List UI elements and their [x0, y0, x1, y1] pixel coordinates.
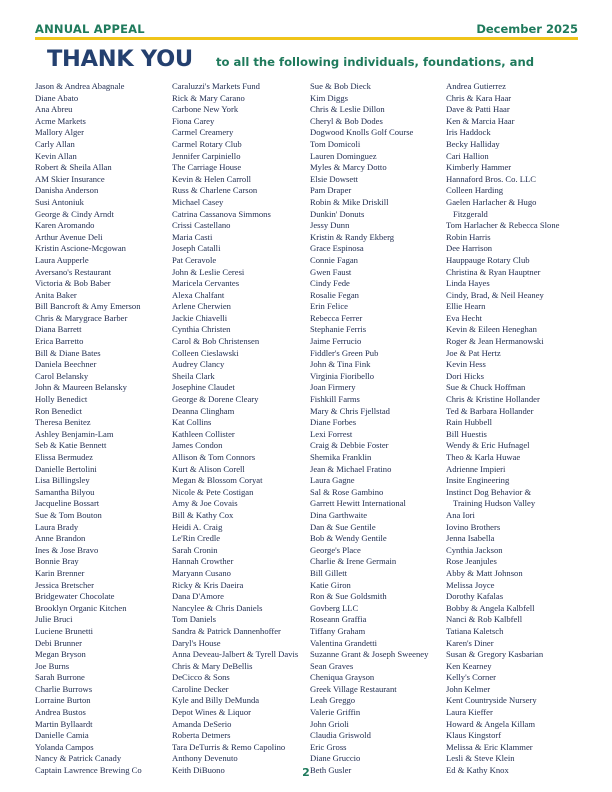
donor-name: Eva Hecht	[446, 312, 483, 323]
donor-name: John & Tina Fink	[310, 359, 371, 370]
donor-name: Jennifer Carpiniello	[172, 150, 241, 161]
donor-name: John Grioli	[310, 718, 349, 729]
donor-name: Bill Gillett	[310, 567, 348, 578]
donor-name: Shemika Franklin	[310, 452, 372, 462]
donor-name: Jackie Chiavelli	[172, 312, 228, 323]
donor-column-4	[446, 81, 559, 777]
donor-name: Cindy, Brad, & Neil Heaney	[446, 289, 544, 300]
donor-name: Rose Jeanjules	[446, 556, 497, 567]
donor-name: Robin Harris	[446, 231, 491, 242]
donor-name: Bill & Diane Bates	[35, 347, 101, 358]
donor-name: Jenna Isabella	[446, 533, 495, 544]
donor-name: Dunkin' Donuts	[310, 208, 365, 219]
donor-name: Jean & Michael Fratino	[310, 463, 392, 474]
donor-name: Dori Hicks	[446, 370, 484, 381]
donor-name: Bill Huestis	[446, 428, 487, 439]
donor-name: Robert & Sheila Allan	[35, 162, 112, 173]
donor-name: Cheniqua Grayson	[310, 672, 375, 683]
donor-name: James Condon	[172, 440, 223, 451]
donor-name: Joe & Pat Hertz	[446, 347, 501, 358]
donor-name: Myles & Marcy Dotto	[310, 162, 387, 173]
donor-name: Deanna Clingham	[172, 405, 235, 416]
donor-name: Ricky & Kris Daeira	[172, 579, 244, 590]
donor-name: Carly Allan	[35, 138, 75, 149]
donor-name: Abby & Matt Johnson	[446, 567, 523, 578]
donor-name: Lexi Forrest	[310, 428, 353, 439]
donor-name: Sue & Tom Bouton	[35, 509, 102, 520]
donor-name: Becky Halliday	[446, 138, 500, 149]
donor-name: Kimberly Hammer	[446, 162, 512, 173]
donor-name: Michael Casey	[172, 196, 224, 207]
donor-name: Rebecca Ferrer	[310, 312, 363, 323]
donor-name: Carol Belansky	[35, 370, 89, 381]
donor-name: Kent Countryside Nursery	[446, 695, 537, 706]
donor-name: Russ & Charlene Carson	[172, 185, 258, 196]
donor-name: Anna Deveau-Jalbert & Tyrell Davis	[172, 649, 299, 660]
donor-name: Rick & Mary Carano	[172, 92, 245, 103]
donor-name: Lisa Billingsley	[35, 475, 90, 486]
donor-name: Melissa Joyce	[446, 579, 495, 590]
donor-name: Kat Collins	[172, 417, 212, 428]
donor-name: Le'Rin Credle	[172, 533, 221, 544]
donor-name: Ken & Marcia Haar	[446, 115, 515, 126]
donor-name: Arlene Cherwien	[172, 301, 231, 312]
donor-name: Suzanne Grant & Joseph Sweeney	[310, 649, 429, 660]
donor-name: Cynthia Christen	[172, 324, 231, 335]
donor-name: Colleen Cieslawski	[172, 347, 239, 358]
donor-name: Tom Daniels	[172, 614, 217, 625]
donor-name: Crissi Castellano	[172, 220, 231, 231]
donor-name: Beth Gusler	[310, 765, 352, 776]
donor-name: Victoria & Bob Baber	[35, 278, 111, 289]
donor-name: Kurt & Alison Corell	[172, 463, 245, 474]
donor-name: Cindy Fede	[310, 278, 350, 289]
donor-name: Robin & Mike Driskill	[310, 196, 389, 207]
donor-name: Heidi A. Craig	[172, 521, 223, 532]
donor-name: Chris & Marygrace Barber	[35, 312, 128, 323]
donor-name: Virginia Fioribello	[310, 370, 375, 381]
donor-name: Roger & Jean Hermanowski	[446, 336, 544, 347]
donor-name: Danisha Anderson	[35, 185, 99, 196]
donor-name: Gwen Faust	[310, 266, 352, 277]
donor-name: Cari Hallion	[446, 150, 489, 161]
donor-name: Jessy Dunn	[310, 220, 350, 231]
donor-name: Diane Abato	[35, 92, 79, 103]
donor-name: Diana Barrett	[35, 324, 82, 335]
donor-name: Dave & Patti Haar	[446, 104, 510, 115]
donor-name: Katie Giron	[310, 579, 351, 590]
donor-name: Nanci & Rob Kalbfell	[446, 614, 523, 625]
donor-name: Erin Felice	[310, 301, 348, 312]
donor-name: Joseph Catalli	[172, 243, 221, 254]
donor-name: Iovino Brothers	[446, 521, 501, 532]
donor-name: Sal & Rose Gambino	[310, 486, 384, 497]
donor-name: Christina & Ryan Hauptner	[446, 266, 541, 277]
donor-name: Nancy & Patrick Canady	[35, 753, 122, 764]
donor-name: Carol & Bob Christensen	[172, 336, 260, 347]
donor-name: Lesli & Steve Klein	[446, 753, 515, 764]
donor-name: Craig & Debbie Foster	[310, 440, 389, 451]
donor-name: Catrina Cassanova Simmons	[172, 208, 271, 219]
donor-name: Iris Haddock	[446, 127, 491, 138]
donor-name: Elissa Bermudez	[35, 452, 93, 462]
donor-name: Pam Draper	[310, 185, 352, 196]
donor-name: Keith DiBuono	[172, 765, 225, 776]
donor-name: Training Hudson Valley	[453, 498, 536, 509]
donor-name: Cynthia Jackson	[446, 544, 503, 555]
donor-name: Andrea Gutierrez	[446, 81, 506, 91]
donor-name: Seb & Katie Bennett	[35, 440, 107, 451]
donor-name: Anita Baker	[35, 289, 77, 300]
donor-name: Kevin & Eileen Heneghan	[446, 324, 537, 335]
donor-name: Audrey Clancy	[172, 359, 225, 370]
donor-name: Tom Domicoli	[310, 138, 361, 149]
donor-name: Kevin & Helen Carroll	[172, 173, 251, 184]
donor-name: Megan Bryson	[35, 649, 86, 660]
donor-name: Melissa & Eric Klammer	[446, 741, 533, 752]
donor-name: Rosalie Fegan	[310, 289, 359, 300]
donor-name: Bridgewater Chocolate	[35, 591, 115, 602]
donor-name: Carmel Rotary Club	[172, 138, 242, 149]
donor-name: Yolanda Campos	[35, 741, 94, 752]
donor-name: Nicole & Pete Costigan	[172, 486, 254, 497]
donor-name: Julie Bruci	[35, 614, 73, 625]
donor-name: Bill Bancroft & Amy Emerson	[35, 301, 141, 312]
donor-name: Roseann Graffia	[310, 614, 367, 625]
donor-name: Maryann Cusano	[172, 567, 231, 578]
donor-name: Sarah Cronin	[172, 544, 218, 555]
donor-name: Acme Markets	[35, 115, 86, 126]
donor-name: Ted & Barbara Hollander	[446, 405, 534, 416]
donor-name: Erica Barretto	[35, 336, 84, 347]
donor-name: John & Leslie Ceresi	[172, 266, 245, 277]
donor-name: Bobby & Angela Kalbfell	[446, 602, 535, 613]
donor-name: Diane Gruccio	[310, 753, 361, 764]
donor-name: Fitzgerald	[453, 208, 488, 219]
donor-name: Dina Garthwaite	[310, 509, 368, 520]
section-label: ANNUAL APPEAL	[35, 22, 145, 36]
donor-name: Insite Engineering	[446, 475, 510, 486]
donor-name: Daryl's House	[172, 637, 221, 648]
donor-name: Kevin Allan	[35, 150, 77, 161]
donor-name: Martin Byllaardt	[35, 718, 93, 729]
donor-name: Greek Village Restaurant	[310, 683, 397, 694]
donor-name: AM Skier Insurance	[35, 173, 105, 184]
donor-name: Jessica Bretscher	[35, 579, 94, 590]
donor-name: Samantha Bilyou	[35, 486, 95, 497]
donor-name: Eric Gross	[310, 741, 347, 752]
donor-name: Fiddler's Green Pub	[310, 347, 379, 358]
donor-name: George's Place	[310, 544, 361, 555]
donor-name: Laura Brady	[35, 521, 79, 532]
donor-name: Dorothy Kafalas	[446, 591, 504, 602]
donor-name: Theresa Benitez	[35, 417, 91, 428]
donor-name: Bill & Kathy Cox	[172, 509, 234, 520]
donor-name: Hannaford Bros. Co. LLC	[446, 173, 536, 184]
donor-name: Leah Greggo	[310, 695, 356, 706]
donor-name: Cheryl & Bob Dodes	[310, 115, 383, 126]
donor-name: Alexa Chalfant	[172, 289, 225, 300]
donor-name: Adrienne Impieri	[446, 463, 506, 474]
donor-name: Bonnie Bray	[35, 556, 79, 567]
donor-name: Caroline Decker	[172, 683, 229, 694]
donor-name: Kristin Ascione-Mcgowan	[35, 243, 126, 254]
donor-name: Chris & Kristine Hollander	[446, 394, 540, 405]
donor-name: Mary & Chris Fjellstad	[310, 405, 390, 416]
donor-name: Tom Harlacher & Rebecca Slone	[446, 220, 560, 231]
donor-name: Claudia Griswold	[310, 730, 371, 741]
donor-name: Valerie Griffin	[310, 707, 361, 718]
donor-name: Ana Iori	[446, 509, 475, 520]
donor-name: Dogwood Knolls Golf Course	[310, 127, 414, 138]
donor-name: Fiona Carey	[172, 115, 215, 126]
donor-name: Mallory Alger	[35, 127, 84, 138]
donor-name: Dee Harrison	[446, 243, 493, 254]
donor-name: Chris & Kara Haar	[446, 92, 512, 103]
donor-name: Andrea Bustos	[35, 707, 86, 718]
donor-name: Amy & Joe Covais	[172, 498, 238, 509]
donor-name: Fishkill Farms	[310, 394, 360, 405]
donor-name: Caraluzzi's Markets Fund	[172, 81, 260, 91]
donor-name: Maricela Cervantes	[172, 278, 240, 289]
donor-name: Klaus Kingstorf	[446, 730, 502, 741]
page-number: 2	[302, 766, 310, 779]
donor-name: Anthony Devenuto	[172, 753, 238, 764]
donor-name: Danielle Bertolini	[35, 463, 97, 474]
donor-name: Jacqueline Bossart	[35, 498, 100, 509]
donor-name: Elsie Dowsett	[310, 173, 358, 184]
donor-name: Laura Aupperle	[35, 254, 89, 265]
donor-name: DeCicco & Sons	[172, 672, 230, 683]
donor-name: Tatiana Kaletsch	[446, 625, 504, 636]
donor-name: Instinct Dog Behavior &	[446, 486, 532, 497]
donor-name: Valentina Grandetti	[310, 637, 378, 648]
donor-name: Kelly's Corner	[446, 672, 496, 683]
donor-name: Ana Abreu	[35, 104, 73, 115]
donor-name: Charlie Burrows	[35, 683, 93, 694]
issue-date: December 2025	[476, 22, 578, 36]
donor-name: Govberg LLC	[310, 602, 359, 613]
donor-name: Lorraine Burton	[35, 695, 91, 706]
donor-name: Howard & Angela Killam	[446, 718, 536, 729]
donor-name: Connie Fagan	[310, 254, 358, 265]
donor-name: Grace Espinosa	[310, 243, 364, 254]
donor-name: Stephanie Ferris	[310, 324, 367, 335]
donor-name: Ashley Benjamin-Lam	[35, 428, 114, 439]
donor-name: Pat Ceravole	[172, 254, 217, 265]
donor-name: Josephine Claudet	[172, 382, 235, 393]
donor-name: Sheila Clark	[172, 370, 215, 381]
donor-name: George & Dorene Cleary	[172, 394, 259, 405]
donor-name: Hauppauge Rotary Club	[446, 254, 530, 265]
donor-name: John Kelmer	[446, 683, 491, 694]
donor-name: Rain Hubbell	[446, 417, 493, 428]
page-subtitle: to all the following individuals, foundations, and	[216, 55, 535, 69]
donor-name: Sue & Chuck Hoffman	[446, 382, 526, 393]
donor-name: Lauren Dominguez	[310, 150, 377, 161]
donor-name: Karen Aromando	[35, 220, 95, 231]
donor-name: Daniela Beechner	[35, 359, 97, 370]
donor-name: Garrett Hewitt International	[310, 498, 406, 509]
donor-name: Kathleen Collister	[172, 428, 235, 439]
header-rule	[35, 37, 578, 40]
donor-name: Depot Wines & Liquor	[172, 707, 251, 718]
donor-name: Chris & Mary DeBellis	[172, 660, 253, 671]
donor-name: Tara DeTurris & Remo Capolino	[172, 741, 286, 752]
donor-name: George & Cindy Arndt	[35, 208, 114, 219]
donor-name: Jason & Andrea Abagnale	[35, 81, 125, 91]
donor-name: Sean Graves	[310, 660, 354, 671]
donor-name: Dan & Sue Gentile	[310, 521, 376, 532]
donor-name: Jaime Ferrucio	[310, 336, 362, 347]
donor-name: Amanda DeSerio	[172, 718, 232, 729]
donor-name: Wendy & Eric Hufnagel	[446, 440, 530, 451]
donor-name: Danielle Camia	[35, 730, 89, 741]
donor-name: Holly Benedict	[35, 394, 88, 405]
donor-name: Hannah Crowther	[172, 556, 234, 567]
donor-name: Dana D'Amore	[172, 591, 224, 602]
donor-name: Kevin Hess	[446, 359, 486, 370]
donor-name: Karin Brenner	[35, 567, 85, 578]
donor-name: Theo & Karla Huwae	[446, 452, 521, 462]
donor-name: Diane Forbes	[310, 417, 357, 428]
donor-name: Susi Antoniuk	[35, 196, 84, 207]
donor-name: Anne Brandon	[35, 533, 86, 544]
donor-name: Allison & Tom Connors	[172, 452, 256, 462]
donor-name: Megan & Blossom Coryat	[172, 475, 263, 486]
donor-name: Debi Brunner	[35, 637, 83, 648]
donor-name: Kyle and Billy DeMunda	[172, 695, 260, 706]
donor-name: Tiffany Graham	[310, 625, 366, 636]
donor-name: Luciene Brunetti	[35, 625, 93, 636]
donor-name: Sandra & Patrick Dannenhoffer	[172, 625, 281, 636]
donor-name: Laura Gagne	[310, 475, 355, 486]
donor-name: Ron Benedict	[35, 405, 83, 416]
donor-name: Laura Kieffer	[446, 707, 493, 718]
donor-name: Roberta Detmers	[172, 730, 231, 741]
donor-name: Ellie Hearn	[446, 301, 486, 312]
donor-column-2	[172, 81, 298, 777]
donor-name: Colleen Harding	[446, 185, 504, 196]
donor-name: Charlie & Irene Germain	[310, 556, 397, 567]
donor-name: Kristin & Randy Ekberg	[310, 231, 395, 242]
donor-column-1	[35, 81, 142, 777]
page-title: THANK YOU	[47, 46, 193, 72]
donor-name: Ken Kearney	[446, 660, 492, 671]
donor-name: Ines & Jose Bravo	[35, 544, 99, 555]
donor-name: Carbone New York	[172, 104, 239, 115]
donor-name: Joe Burns	[35, 660, 70, 671]
donor-column-3	[310, 81, 428, 777]
donor-name: Chris & Leslie Dillon	[310, 104, 385, 115]
donor-name: Sarah Burrone	[35, 672, 85, 683]
donor-name: Karen's Diner	[446, 637, 494, 648]
donor-name: The Carriage House	[172, 162, 242, 173]
donor-name: Kim Diggs	[310, 92, 348, 103]
donor-name: Aversano's Restaurant	[35, 266, 112, 277]
donor-name: Susan & Gregory Kasbarian	[446, 649, 544, 660]
donor-name: Gaelen Harlacher & Hugo	[446, 196, 537, 207]
donor-name: Arthur Avenue Deli	[35, 231, 103, 242]
donor-name: Ed & Kathy Knox	[446, 765, 509, 776]
donor-name: Joan Firmery	[310, 382, 356, 393]
donor-name: Brooklyn Organic Kitchen	[35, 602, 127, 613]
donor-name: Nancylee & Chris Daniels	[172, 602, 263, 613]
donor-name: John & Maureen Belansky	[35, 382, 127, 393]
donor-name: Linda Hayes	[446, 278, 490, 289]
donor-name: Sue & Bob Dieck	[310, 81, 371, 91]
donor-name: Carmel Creamery	[172, 127, 234, 138]
donor-name: Ron & Sue Goldsmith	[310, 591, 387, 602]
donor-name: Captain Lawrence Brewing Co	[35, 765, 142, 776]
donor-name: Maria Casti	[172, 231, 213, 242]
donor-name: Bob & Wendy Gentile	[310, 533, 387, 544]
